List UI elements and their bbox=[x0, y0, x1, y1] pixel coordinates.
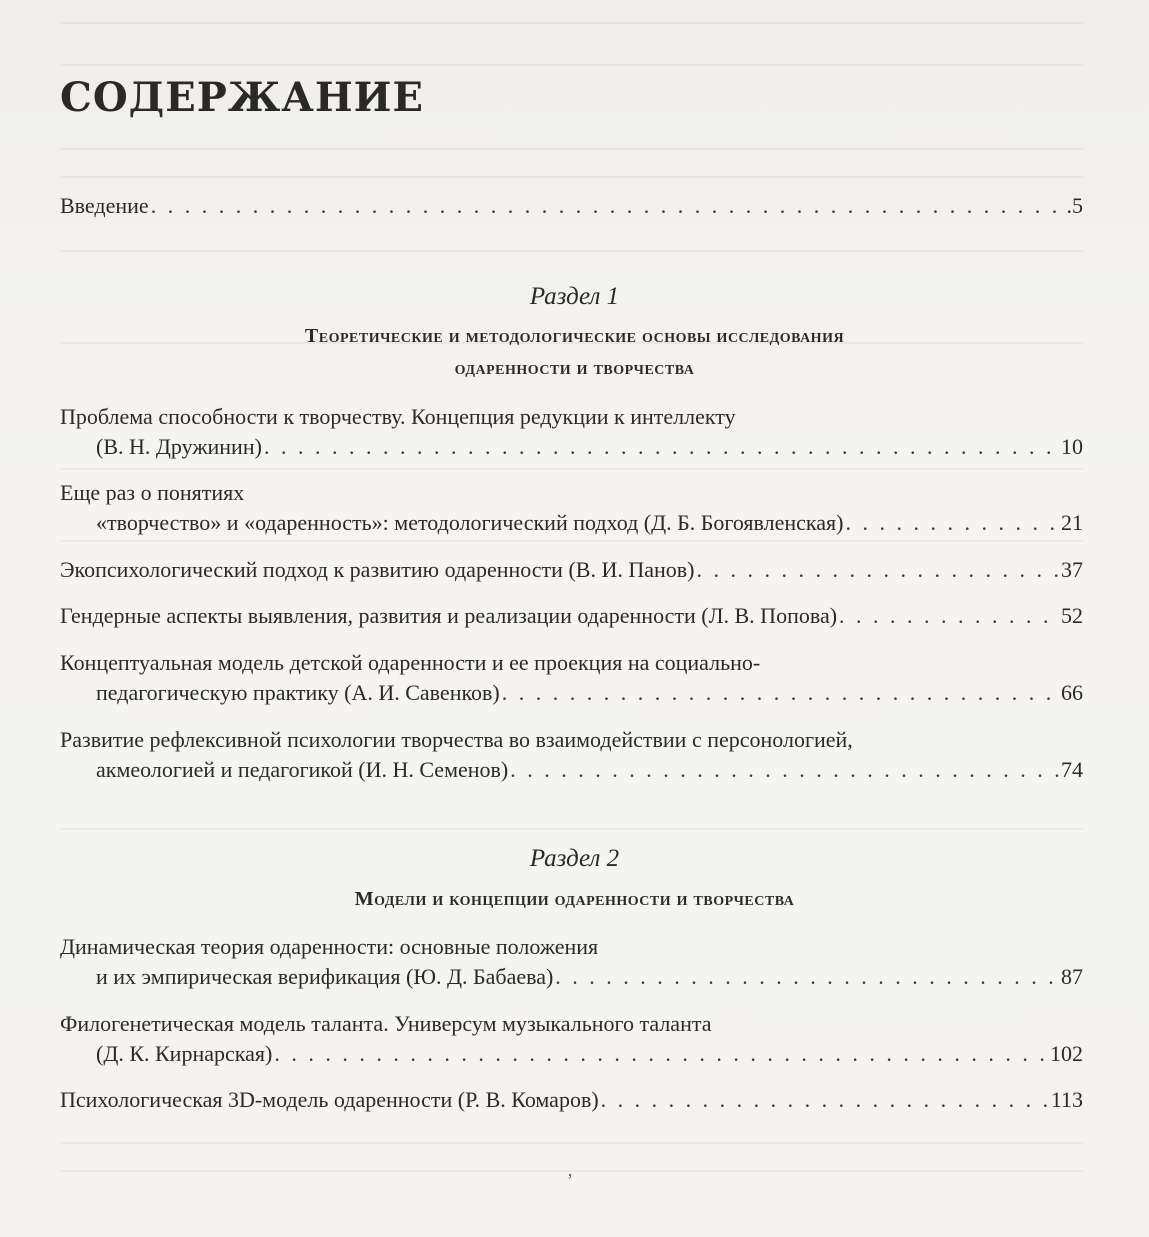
toc-page-number: 37 bbox=[1061, 557, 1083, 582]
show-through-line bbox=[60, 1142, 1083, 1144]
toc-page-number: 74 bbox=[1061, 757, 1083, 782]
show-through-line bbox=[60, 540, 1083, 542]
toc-line bbox=[60, 601, 1083, 631]
toc-entry-title: Введение bbox=[60, 193, 149, 218]
toc-entry-title: «творчество» и «одаренность»: методологический подход (Д. Б. Богоявленская) bbox=[96, 510, 844, 535]
dot-leader bbox=[601, 1085, 1049, 1115]
toc-entry-title: акмеологией и педагогикой (И. Н. Семенов) bbox=[96, 757, 509, 782]
toc-line bbox=[60, 678, 1083, 708]
dot-leader bbox=[555, 962, 1059, 992]
toc-entry-title: Еще раз о понятиях bbox=[60, 480, 245, 505]
toc-entry-title: (Д. К. Кирнарская) bbox=[96, 1041, 273, 1066]
toc-page-number: 10 bbox=[1061, 434, 1083, 459]
toc-entry-title: (В. Н. Дружинин) bbox=[96, 434, 262, 459]
section-title-line: Теоретические и методологические основы исследования bbox=[304, 325, 845, 347]
show-through-line bbox=[60, 468, 1083, 470]
show-through-line bbox=[60, 176, 1083, 178]
toc-entry-title: педагогическую практику (А. И. Савенков) bbox=[96, 680, 500, 705]
dot-leader bbox=[502, 678, 1059, 708]
toc-line bbox=[60, 962, 1083, 992]
toc-line bbox=[60, 1085, 1083, 1115]
dot-leader bbox=[845, 508, 1059, 538]
toc-entry[interactable] bbox=[60, 601, 1083, 631]
page-title: СОДЕРЖАНИЕ bbox=[60, 74, 424, 121]
toc-entry-title: Проблема способности к творчеству. Концепция редукции к интеллекту bbox=[60, 404, 736, 429]
show-through-line bbox=[60, 148, 1083, 150]
show-through-line bbox=[60, 64, 1083, 66]
toc-line bbox=[60, 755, 1083, 785]
print-speck: ʼ bbox=[567, 1170, 573, 1190]
toc-entry[interactable] bbox=[60, 1009, 1083, 1069]
dot-leader bbox=[151, 191, 1065, 221]
toc-line bbox=[60, 508, 1083, 538]
toc-page-number: 66 bbox=[1061, 680, 1083, 705]
toc-page-number: 52 bbox=[1061, 603, 1083, 628]
toc-line bbox=[60, 555, 1083, 585]
toc-entry-title: Динамическая теория одаренности: основные положения bbox=[60, 934, 599, 959]
dot-leader bbox=[696, 555, 1059, 585]
section-label: Раздел 2 bbox=[529, 845, 620, 872]
toc-page-number: 21 bbox=[1061, 510, 1083, 535]
toc-entry[interactable] bbox=[60, 648, 1083, 708]
show-through-line bbox=[60, 828, 1083, 830]
dot-leader bbox=[839, 601, 1059, 631]
dot-leader bbox=[274, 1039, 1048, 1069]
toc-entry[interactable] bbox=[60, 478, 1083, 538]
section-title-line: Модели и концепции одаренности и творчества bbox=[354, 888, 795, 910]
toc-entry[interactable] bbox=[60, 555, 1083, 585]
show-through-line bbox=[60, 250, 1083, 252]
toc-page-number: .5 bbox=[1066, 193, 1083, 218]
toc-entry-title: Развитие рефлексивной психологии творчества во взаимодействии с персонологией, bbox=[60, 727, 853, 752]
toc-entry-title: и их эмпирическая верификация (Ю. Д. Бабаева) bbox=[96, 964, 554, 989]
toc-entry-title: Психологическая 3D-модель одаренности (Р. В. Комаров) bbox=[60, 1087, 599, 1112]
toc-page-number: 102 bbox=[1050, 1041, 1083, 1066]
toc-line bbox=[60, 432, 1083, 462]
toc-entry[interactable] bbox=[60, 932, 1083, 992]
toc-entry-title: Филогенетическая модель таланта. Универсум музыкального таланта bbox=[60, 1011, 712, 1036]
toc-entry-title: Концептуальная модель детской одаренности и ее проекция на социально- bbox=[60, 650, 761, 675]
dot-leader bbox=[510, 755, 1059, 785]
toc-entry-title: Гендерные аспекты выявления, развития и реализации одаренности (Л. В. Попова) bbox=[60, 603, 838, 628]
toc-entry-title: Экопсихологический подход к развитию одаренности (В. И. Панов) bbox=[60, 557, 695, 582]
toc-page-number: 113 bbox=[1050, 1087, 1083, 1112]
dot-leader bbox=[264, 432, 1059, 462]
toc-entry-intro[interactable] bbox=[60, 191, 1083, 221]
toc-page-number: 87 bbox=[1061, 964, 1083, 989]
show-through-line bbox=[60, 22, 1083, 24]
section-label: Раздел 1 bbox=[529, 283, 620, 310]
toc-line bbox=[60, 1039, 1083, 1069]
toc-entry[interactable] bbox=[60, 402, 1083, 462]
section-title-line: одаренности и творчества bbox=[454, 357, 695, 379]
toc-entry[interactable] bbox=[60, 1085, 1083, 1115]
toc-line bbox=[60, 191, 1083, 221]
toc-entry[interactable] bbox=[60, 725, 1083, 785]
